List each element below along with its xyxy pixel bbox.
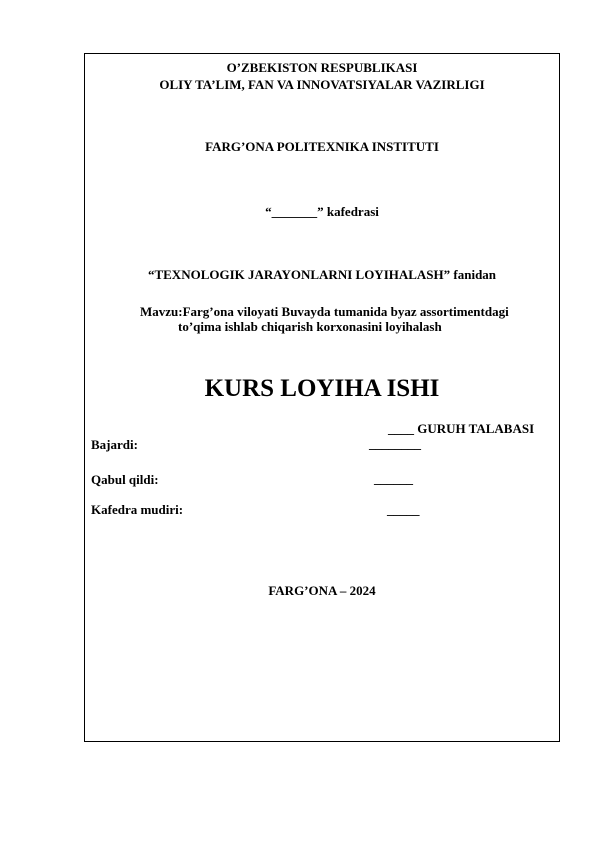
group-student-label: ____ GURUH TALABASI — [388, 421, 535, 436]
institute-heading: FARG’ONA POLITEXNIKA INSTITUTI — [205, 139, 439, 154]
performed-by-label: Bajardi: — [91, 437, 138, 452]
head-of-department-label: Kafedra mudiri: — [91, 502, 184, 517]
department-line: “_______” kafedrasi — [265, 204, 379, 219]
course-line: “TEXNOLOGIK JARAYONLARNI LOYIHALASH” fanidan — [147, 267, 497, 282]
topic-line-1: Mavzu:Farg’ona viloyati Buvayda tumanida byaz assortimentdagi — [140, 304, 509, 319]
republic-heading: O’ZBEKISTON RESPUBLIKASI — [226, 60, 418, 75]
topic-line-2: to’qima ishlab chiqarish korxonasini loyihalash — [178, 319, 442, 334]
accepted-by-blank: ______ — [374, 471, 413, 486]
head-of-department-blank: _____ — [387, 502, 420, 517]
accepted-by-label: Qabul qildi: — [91, 472, 159, 487]
ministry-heading: OLIY TA’LIM, FAN VA INNOVATSIYALAR VAZIRLIGI — [159, 77, 485, 92]
city-year: FARG’ONA – 2024 — [268, 583, 376, 598]
document-title: KURS LOYIHA ISHI — [204, 375, 440, 402]
performed-by-blank: ________ — [369, 436, 421, 451]
